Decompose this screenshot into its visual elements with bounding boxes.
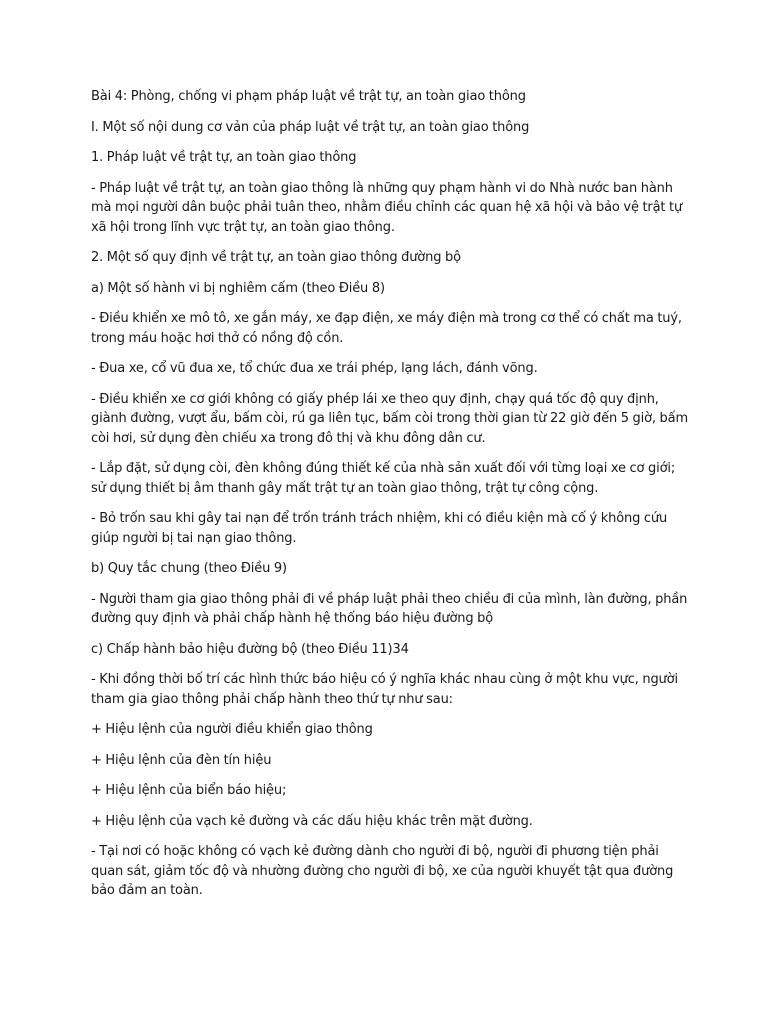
subsection-heading: 1. Pháp luật về trật tự, an toàn giao thông [91,150,357,165]
list-item: + Hiệu lệnh của biển báo hiệu; [91,783,287,798]
subsection-heading: 2. Một số quy định về trật tự, an toàn giao thông đường bộ [91,250,461,265]
paragraph: - Pháp luật về trật tự, an toàn giao thông là những quy phạm hành vi do Nhà nước ban hành mà mọi người dân buộc phải tuân theo, nhằm điều chỉnh các quan hệ xã hội và bảo vệ trật tự xã hội trong lĩnh vực trật tự, an toàn giao thông. [91,180,683,235]
paragraph: - Bỏ trốn sau khi gây tai nạn để trốn tránh trách nhiệm, khi có điều kiện mà cố ý không cứu giúp người bị tai nạn giao thông. [91,511,668,546]
paragraph: - Điều khiển xe mô tô, xe gắn máy, xe đạp điện, xe máy điện mà trong cơ thể có chất ma tuý, trong máu hoặc hơi thở có nồng độ cồn. [91,311,682,346]
paragraph: - Đua xe, cổ vũ đua xe, tổ chức đua xe trái phép, lạng lách, đánh võng. [91,361,538,376]
paragraph: - Lắp đặt, sử dụng còi, đèn không đúng thiết kế của nhà sản xuất đối với từng loại xe cơ giới; sử dụng thiết bị âm thanh gây mất trật tự an toàn giao thông, trật tự công cộng. [91,461,676,496]
paragraph: - Người tham gia giao thông phải đi về pháp luật phải theo chiều đi của mình, làn đường, phần đường quy định và phải chấp hành hệ thống báo hiệu đường bộ [91,591,688,626]
item-heading: a) Một số hành vi bị nghiêm cấm (theo Điều 8) [91,280,385,296]
paragraph: - Điều khiển xe cơ giới không có giấy phép lái xe theo quy định, chạy quá tốc độ quy định, giành đường, vượt ẩu, bấm còi, rú ga liên tục, bấm còi trong thời gian từ 22 giờ đến 5 giờ, bấm còi hơi, sử dụng đèn chiếu xa trong đô thị và khu đông dân cư. [91,391,688,446]
paragraph: - Khi đồng thời bố trí các hình thức báo hiệu có ý nghĩa khác nhau cùng ở một khu vực, người tham gia giao thông phải chấp hành theo thứ tự như sau: [91,672,678,707]
paragraph: - Tại nơi có hoặc không có vạch kẻ đường dành cho người đi bộ, người đi phương tiện phải quan sát, giảm tốc độ và nhường đường cho người đi bộ, xe của người khuyết tật qua đường bảo đảm an toàn. [91,844,674,898]
section-heading: I. Một số nội dung cơ vản của pháp luật về trật tự, an toàn giao thông [91,119,530,135]
list-item: + Hiệu lệnh của vạch kẻ đường và các dấu hiệu khác trên mặt đường. [91,813,533,829]
document-body [91,87,691,912]
item-heading: b) Quy tắc chung (theo Điều 9) [91,561,287,576]
document-title: Bài 4: Phòng, chống vi phạm pháp luật về trật tự, an toàn giao thông [91,89,526,104]
item-heading: c) Chấp hành bảo hiệu đường bộ (theo Điều 11)34 [91,641,409,657]
list-item: + Hiệu lệnh của đèn tín hiệu [91,752,272,768]
list-item: + Hiệu lệnh của người điều khiển giao thông [91,722,373,737]
